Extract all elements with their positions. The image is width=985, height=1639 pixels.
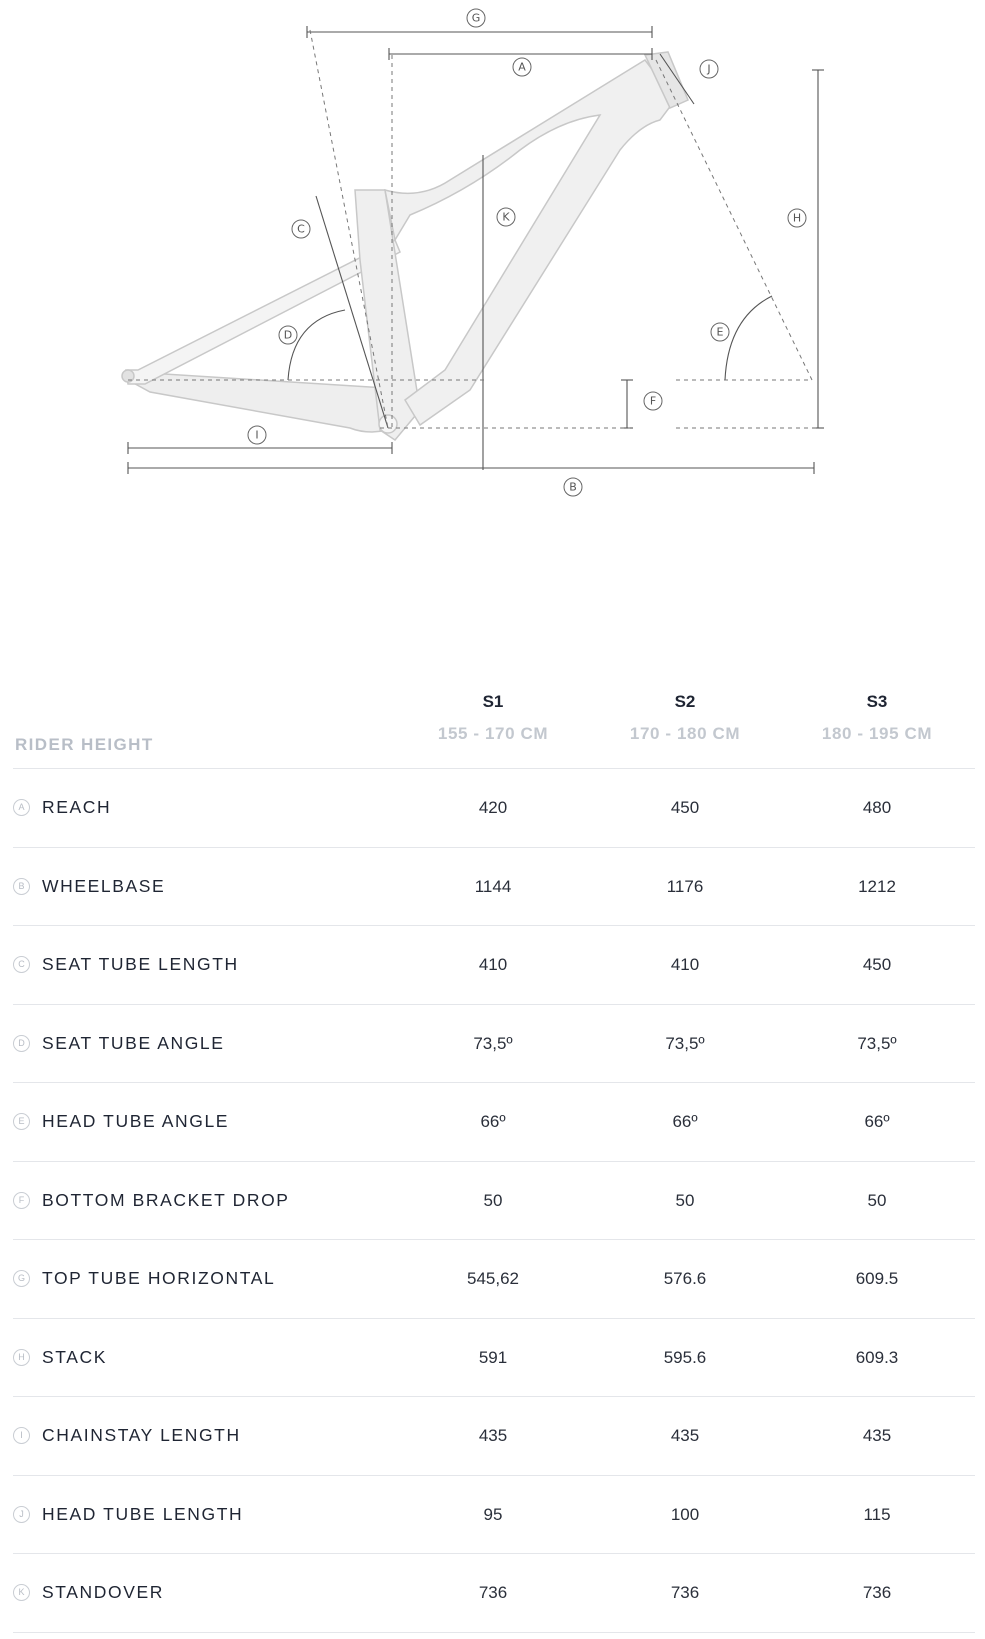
label-b: B: [569, 480, 577, 494]
table-row: [13, 848, 975, 927]
value-s3: 609.3: [855, 1347, 899, 1367]
value-s3: 609.5: [855, 1269, 899, 1288]
value-s3: 450: [862, 955, 892, 974]
size-range: 170 - 180 CM: [629, 724, 741, 743]
value-s2: 1176: [666, 876, 704, 896]
value-s3: 66º: [864, 1112, 890, 1131]
dimension-label: TOP TUBE HORIZONTAL: [42, 1268, 276, 1288]
dimension-letter-badge: B: [13, 878, 30, 895]
dimension-label: REACH: [42, 797, 112, 817]
value-s2: 595.6: [663, 1347, 707, 1367]
size-column-s2: [605, 692, 765, 744]
dimension-letter-badge: E: [13, 1113, 30, 1130]
value-s3: 1212: [858, 876, 896, 896]
value-s3: 480: [862, 798, 892, 817]
label-f: F: [649, 394, 657, 408]
dimension-letter-badge: C: [13, 956, 30, 973]
table-row: [13, 1554, 975, 1633]
bike-frame: [122, 52, 688, 440]
size-name: S3: [866, 692, 888, 711]
value-s3: 435: [862, 1426, 892, 1445]
size-range: 155 - 170 CM: [437, 724, 549, 743]
dimension-letter-badge: A: [13, 799, 30, 816]
value-s3: 73,5º: [857, 1033, 897, 1053]
label-g: G: [471, 11, 481, 25]
value-s1: 73,5º: [473, 1033, 513, 1053]
value-s1: 50: [483, 1190, 503, 1210]
dimension-letter-badge: I: [13, 1427, 30, 1444]
value-s1: 410: [478, 955, 508, 974]
size-column-s3: [797, 692, 957, 744]
rider-height-label: RIDER HEIGHT: [15, 735, 154, 754]
value-s2: 66º: [672, 1112, 698, 1131]
table-row: [13, 1319, 975, 1398]
label-i: I: [255, 428, 259, 442]
value-s2: 450: [670, 798, 700, 817]
value-s1: 435: [478, 1426, 508, 1445]
dimension-label: BOTTOM BRACKET DROP: [42, 1189, 290, 1210]
value-s3: 115: [863, 1504, 891, 1524]
dimension-label: SEAT TUBE LENGTH: [42, 954, 239, 974]
value-s1: 591: [478, 1347, 508, 1367]
size-name: S2: [674, 692, 696, 711]
size-range: 180 - 195 CM: [821, 724, 933, 743]
table-row: [13, 1162, 975, 1241]
dimension-letter-badge: D: [13, 1035, 30, 1052]
table-row: [13, 769, 975, 848]
table-row: [13, 1083, 975, 1162]
value-s3: 736: [862, 1583, 892, 1602]
value-s1: 1144: [474, 876, 512, 896]
value-s2: 435: [670, 1426, 700, 1445]
size-name: S1: [482, 692, 504, 711]
dimension-letter-badge: H: [13, 1349, 30, 1366]
dimension-label: CHAINSTAY LENGTH: [42, 1425, 241, 1445]
dimension-label: STANDOVER: [42, 1582, 165, 1602]
table-row: [13, 1476, 975, 1555]
label-h: H: [792, 211, 802, 225]
geometry-table: [13, 680, 975, 1633]
table-row: [13, 1240, 975, 1319]
dimension-label: STACK: [42, 1346, 108, 1367]
label-j: J: [707, 62, 711, 76]
value-s3: 50: [867, 1190, 887, 1210]
dimension-label: SEAT TUBE ANGLE: [42, 1032, 225, 1053]
dimension-label: HEAD TUBE LENGTH: [42, 1503, 244, 1524]
value-s1: 420: [478, 798, 508, 817]
value-s1: 95: [483, 1504, 503, 1524]
label-d: D: [283, 328, 293, 342]
label-a: A: [518, 60, 526, 74]
label-c: C: [297, 222, 305, 236]
value-s1: 545,62: [467, 1269, 519, 1288]
size-column-s1: [413, 692, 573, 744]
table-header-row: [13, 680, 975, 769]
value-s2: 100: [670, 1504, 700, 1524]
value-s1: 736: [478, 1583, 508, 1602]
value-s2: 736: [670, 1583, 700, 1602]
dimension-letter-badge: K: [13, 1584, 30, 1601]
table-row: [13, 1397, 975, 1476]
value-s1: 66º: [480, 1112, 506, 1131]
table-row: [13, 1005, 975, 1084]
dimension-label: WHEELBASE: [42, 875, 166, 896]
dimension-letter-badge: G: [13, 1270, 30, 1287]
table-row: [13, 926, 975, 1005]
dimension-letter-badge: F: [13, 1192, 30, 1209]
label-e: E: [716, 325, 724, 339]
frame-geometry-diagram: [0, 0, 985, 560]
value-s2: 410: [670, 955, 700, 974]
value-s2: 50: [675, 1190, 695, 1210]
dimension-letter-badge: J: [13, 1506, 30, 1523]
label-k: K: [502, 210, 510, 224]
value-s2: 73,5º: [665, 1033, 705, 1053]
value-s2: 576.6: [663, 1269, 707, 1288]
dimension-label: HEAD TUBE ANGLE: [42, 1111, 230, 1131]
